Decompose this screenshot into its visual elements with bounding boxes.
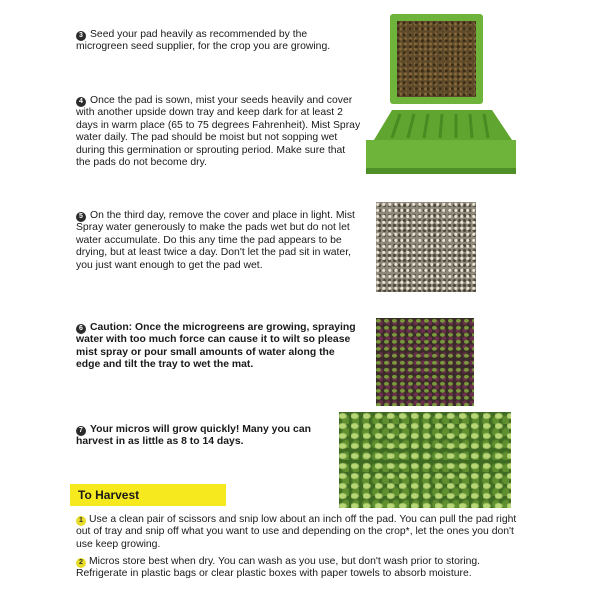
step-number-badge: 4 bbox=[76, 97, 86, 107]
step-4-text: Once the pad is sown, mist your seeds heavily and cover with another upside down tray and keep dark for at least 2 days in warm place (65 to 75 degrees Fahrenheit). Mist Spray water daily. The pad should be moist but not sopping wet during this germination or sprouting period. Make sure that the pads do not become dry. bbox=[76, 95, 361, 169]
step-6-text: Caution: Once the microgreens are growing, spraying water with too much force can cause it to wilt so please mist spray or pour small amounts of water along the edge and tilt the tray to wet the mat. bbox=[76, 322, 356, 371]
tray-cover-image bbox=[362, 102, 516, 196]
step-4 bbox=[76, 95, 362, 169]
harvest-item-2-text: Micros store best when dry. You can wash as you use, but don't wash prior to storing. Refrigerate in plastic bags or clear plastic boxes with paper towels to absorb moisture. bbox=[76, 556, 481, 580]
step-5 bbox=[76, 210, 360, 272]
harvest-item-1 bbox=[76, 514, 528, 551]
harvest-number-badge: 1 bbox=[76, 516, 86, 526]
harvest-number-badge: 2 bbox=[76, 558, 86, 568]
step-number-badge: 6 bbox=[76, 324, 86, 334]
step-6 bbox=[76, 322, 360, 372]
step-3-text: Seed your pad heavily as recommended by the microgreen seed supplier, for the crop you are growing. bbox=[76, 29, 331, 53]
wet-sprouts-photo bbox=[376, 202, 476, 292]
young-microgreens-photo bbox=[376, 318, 474, 406]
seeded-tray-image bbox=[390, 14, 483, 104]
harvest-heading: To Harvest bbox=[70, 484, 226, 506]
step-number-badge: 3 bbox=[76, 31, 86, 41]
grown-microgreens-photo bbox=[339, 412, 511, 508]
step-7 bbox=[76, 424, 328, 449]
step-7-text: Your micros will grow quickly! Many you can harvest in as little as 8 to 14 days. bbox=[76, 424, 311, 448]
step-number-badge: 7 bbox=[76, 426, 86, 436]
harvest-item-2 bbox=[76, 556, 528, 581]
step-5-text: On the third day, remove the cover and place in light. Mist Spray water generously to make the pads wet but do not let water accumulate. Do this any time the pad appears to be drying, but at least twice a day. Don't let the pad sit in water, you just want enough to get the pad wet. bbox=[76, 210, 355, 271]
step-number-badge: 5 bbox=[76, 212, 86, 222]
step-3 bbox=[76, 29, 358, 54]
harvest-item-1-text: Use a clean pair of scissors and snip low about an inch off the pad. You can pull the pad right out of tray and snip off what you want to use and depending on the crop*, let the ones you don't use keep growing. bbox=[76, 514, 517, 550]
